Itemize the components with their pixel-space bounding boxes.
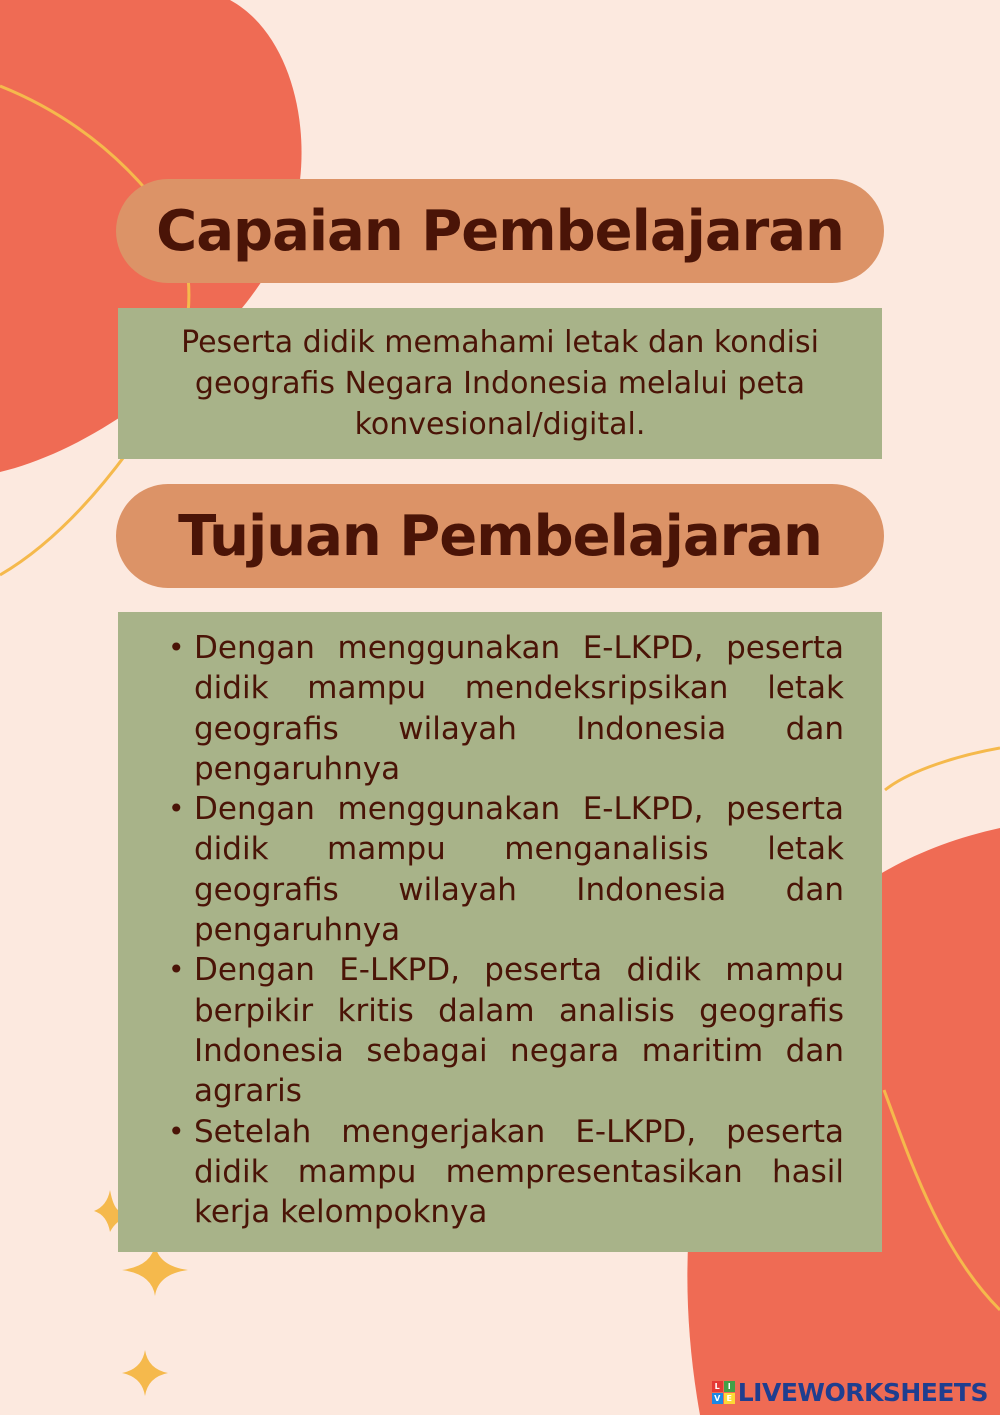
- bullet-icon: •: [168, 792, 185, 826]
- tujuan-list: [168, 628, 844, 1232]
- list-item: [168, 789, 844, 950]
- list-item-text: Setelah mengerjakan E-LKPD, peserta didik mampu mempresentasikan hasil kerja kelompoknya: [194, 1113, 844, 1231]
- liveworksheets-icon: [712, 1381, 735, 1404]
- list-item: [168, 950, 844, 1111]
- list-item-text: Dengan E-LKPD, peserta didik mampu berpikir kritis dalam analisis geografis Indonesia sebagai negara maritim dan agraris: [194, 952, 844, 1110]
- tujuan-title-banner: [116, 484, 884, 588]
- sparkle-icon: [94, 1190, 118, 1232]
- bullet-icon: •: [168, 953, 185, 987]
- capaian-title: Capaian Pembelajaran: [156, 198, 844, 264]
- bullet-icon: •: [168, 1114, 185, 1148]
- sparkle-icon: [122, 1350, 168, 1396]
- liveworksheets-logo[interactable]: [712, 1378, 988, 1407]
- capaian-body: Peserta didik memahami letak dan kondisi geografis Negara Indonesia melalui peta konvesional/digital.: [181, 325, 819, 442]
- logo-letter: E: [724, 1393, 735, 1404]
- liveworksheets-name: LIVEWORKSHEETS: [737, 1378, 988, 1407]
- tujuan-list-box: [118, 612, 882, 1252]
- bullet-icon: •: [168, 631, 185, 664]
- list-item-text: Dengan menggunakan E-LKPD, peserta didik mampu menganalisis letak geografis wilayah Indonesia dan pengaruhnya: [194, 791, 844, 949]
- list-item: [168, 1112, 844, 1233]
- list-item-text: Dengan menggunakan E-LKPD, peserta didik mampu mendeksripsikan letak geografis wilayah Indonesia dan pengaruhnya: [194, 630, 844, 787]
- logo-letter: V: [712, 1393, 723, 1404]
- capaian-title-banner: [116, 179, 884, 283]
- logo-letter: L: [712, 1381, 723, 1392]
- logo-letter: I: [724, 1381, 735, 1392]
- capaian-body-box: [118, 308, 882, 459]
- list-item: [168, 628, 844, 789]
- tujuan-title: Tujuan Pembelajaran: [178, 503, 822, 569]
